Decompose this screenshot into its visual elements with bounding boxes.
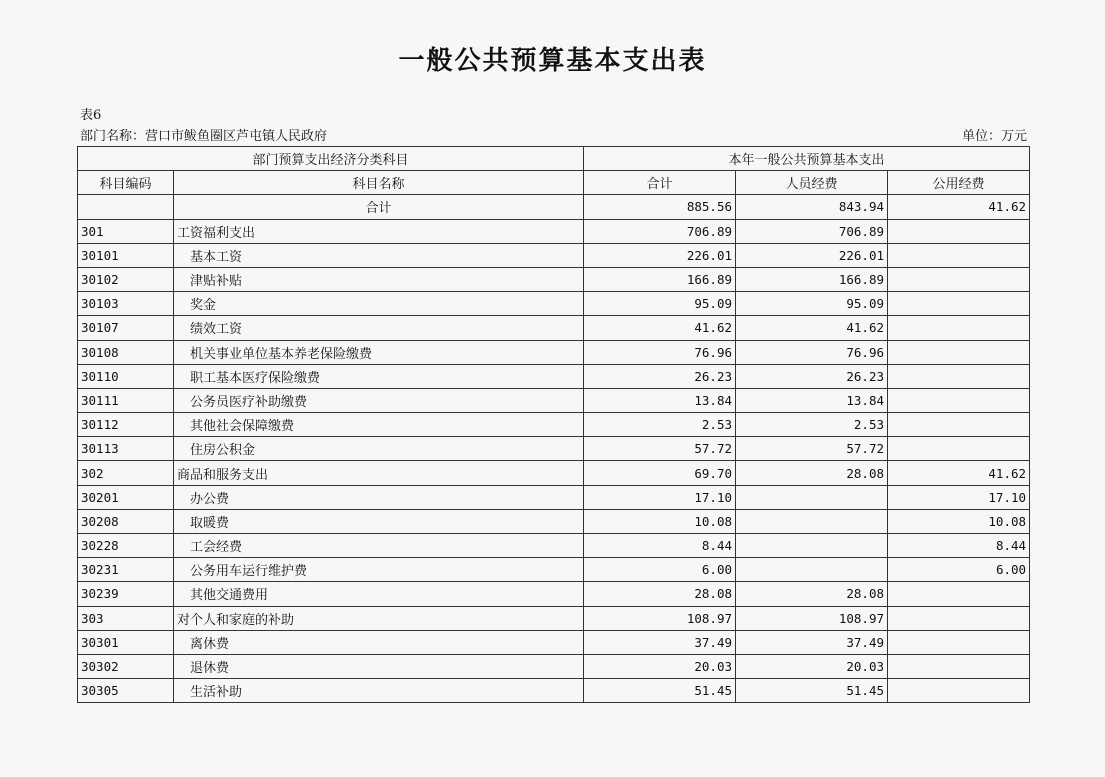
row-staff: 13.84 bbox=[736, 388, 888, 412]
row-public: 6.00 bbox=[888, 558, 1030, 582]
table-row bbox=[78, 679, 1030, 703]
summary-name: 合计 bbox=[174, 195, 584, 219]
row-total: 6.00 bbox=[584, 558, 736, 582]
row-code: 30239 bbox=[78, 582, 174, 606]
summary-row bbox=[78, 195, 1030, 219]
row-staff: 76.96 bbox=[736, 340, 888, 364]
row-code: 30231 bbox=[78, 558, 174, 582]
row-code: 30301 bbox=[78, 630, 174, 654]
row-public bbox=[888, 606, 1030, 630]
row-name: 退休费 bbox=[174, 654, 584, 678]
row-total: 20.03 bbox=[584, 654, 736, 678]
row-staff: 41.62 bbox=[736, 316, 888, 340]
row-staff: 226.01 bbox=[736, 243, 888, 267]
row-public: 8.44 bbox=[888, 534, 1030, 558]
row-staff: 2.53 bbox=[736, 413, 888, 437]
header-staff: 人员经费 bbox=[736, 171, 888, 195]
row-code: 30228 bbox=[78, 534, 174, 558]
row-total: 51.45 bbox=[584, 679, 736, 703]
row-public bbox=[888, 679, 1030, 703]
row-code: 302 bbox=[78, 461, 174, 485]
row-total: 41.62 bbox=[584, 316, 736, 340]
table-row bbox=[78, 654, 1030, 678]
row-name: 津贴补贴 bbox=[174, 267, 584, 291]
row-public bbox=[888, 630, 1030, 654]
summary-public: 41.62 bbox=[888, 195, 1030, 219]
row-total: 28.08 bbox=[584, 582, 736, 606]
row-staff: 20.03 bbox=[736, 654, 888, 678]
row-code: 30103 bbox=[78, 292, 174, 316]
row-total: 8.44 bbox=[584, 534, 736, 558]
table-number: 表6 bbox=[80, 108, 102, 123]
row-public bbox=[888, 243, 1030, 267]
table-row bbox=[78, 316, 1030, 340]
row-name: 工资福利支出 bbox=[174, 219, 584, 243]
header-column-row bbox=[78, 171, 1030, 195]
row-public bbox=[888, 413, 1030, 437]
row-staff bbox=[736, 509, 888, 533]
summary-total: 885.56 bbox=[584, 195, 736, 219]
row-name: 住房公积金 bbox=[174, 437, 584, 461]
row-total: 57.72 bbox=[584, 437, 736, 461]
table-body bbox=[78, 195, 1030, 703]
row-staff bbox=[736, 558, 888, 582]
table-row bbox=[78, 364, 1030, 388]
table-row bbox=[78, 606, 1030, 630]
row-staff: 28.08 bbox=[736, 461, 888, 485]
table-row bbox=[78, 558, 1030, 582]
row-public: 17.10 bbox=[888, 485, 1030, 509]
row-total: 13.84 bbox=[584, 388, 736, 412]
row-staff: 57.72 bbox=[736, 437, 888, 461]
row-staff: 166.89 bbox=[736, 267, 888, 291]
row-code: 30107 bbox=[78, 316, 174, 340]
table-row bbox=[78, 437, 1030, 461]
table-row bbox=[78, 534, 1030, 558]
row-public bbox=[888, 292, 1030, 316]
row-code: 30113 bbox=[78, 437, 174, 461]
row-name: 商品和服务支出 bbox=[174, 461, 584, 485]
row-public bbox=[888, 654, 1030, 678]
row-staff: 95.09 bbox=[736, 292, 888, 316]
summary-staff: 843.94 bbox=[736, 195, 888, 219]
row-name: 职工基本医疗保险缴费 bbox=[174, 364, 584, 388]
row-code: 30112 bbox=[78, 413, 174, 437]
row-code: 30108 bbox=[78, 340, 174, 364]
row-total: 76.96 bbox=[584, 340, 736, 364]
table-row bbox=[78, 630, 1030, 654]
table-row bbox=[78, 388, 1030, 412]
row-name: 奖金 bbox=[174, 292, 584, 316]
row-total: 108.97 bbox=[584, 606, 736, 630]
row-public bbox=[888, 437, 1030, 461]
row-code: 30201 bbox=[78, 485, 174, 509]
row-public bbox=[888, 364, 1030, 388]
row-name: 离休费 bbox=[174, 630, 584, 654]
row-public bbox=[888, 340, 1030, 364]
row-staff: 28.08 bbox=[736, 582, 888, 606]
row-code: 30102 bbox=[78, 267, 174, 291]
table-row bbox=[78, 219, 1030, 243]
header-name: 科目名称 bbox=[174, 171, 584, 195]
row-code: 30110 bbox=[78, 364, 174, 388]
row-code: 30101 bbox=[78, 243, 174, 267]
row-staff bbox=[736, 485, 888, 509]
row-name: 取暖费 bbox=[174, 509, 584, 533]
row-total: 69.70 bbox=[584, 461, 736, 485]
row-name: 办公费 bbox=[174, 485, 584, 509]
summary-code bbox=[78, 195, 174, 219]
header-group-row bbox=[78, 147, 1030, 171]
unit-label: 单位：万元 bbox=[961, 129, 1027, 144]
row-public bbox=[888, 388, 1030, 412]
row-total: 166.89 bbox=[584, 267, 736, 291]
row-code: 303 bbox=[78, 606, 174, 630]
row-code: 30208 bbox=[78, 509, 174, 533]
row-staff: 37.49 bbox=[736, 630, 888, 654]
header-group-classification: 部门预算支出经济分类科目 bbox=[78, 147, 584, 171]
row-staff: 51.45 bbox=[736, 679, 888, 703]
table-row bbox=[78, 340, 1030, 364]
table-row bbox=[78, 582, 1030, 606]
row-code: 30111 bbox=[78, 388, 174, 412]
budget-table bbox=[77, 146, 1030, 703]
row-public: 41.62 bbox=[888, 461, 1030, 485]
row-total: 37.49 bbox=[584, 630, 736, 654]
row-total: 95.09 bbox=[584, 292, 736, 316]
row-staff: 26.23 bbox=[736, 364, 888, 388]
row-public bbox=[888, 267, 1030, 291]
row-staff: 706.89 bbox=[736, 219, 888, 243]
table-row bbox=[78, 461, 1030, 485]
table-row bbox=[78, 243, 1030, 267]
table-row bbox=[78, 485, 1030, 509]
row-staff: 108.97 bbox=[736, 606, 888, 630]
table-row bbox=[78, 413, 1030, 437]
row-name: 机关事业单位基本养老保险缴费 bbox=[174, 340, 584, 364]
row-name: 其他社会保障缴费 bbox=[174, 413, 584, 437]
row-public: 10.08 bbox=[888, 509, 1030, 533]
table-row bbox=[78, 292, 1030, 316]
row-code: 301 bbox=[78, 219, 174, 243]
row-name: 公务用车运行维护费 bbox=[174, 558, 584, 582]
row-public bbox=[888, 219, 1030, 243]
row-public bbox=[888, 582, 1030, 606]
row-name: 公务员医疗补助缴费 bbox=[174, 388, 584, 412]
row-public bbox=[888, 316, 1030, 340]
header-group-expenditure: 本年一般公共预算基本支出 bbox=[584, 147, 1030, 171]
header-public: 公用经费 bbox=[888, 171, 1030, 195]
row-code: 30302 bbox=[78, 654, 174, 678]
row-code: 30305 bbox=[78, 679, 174, 703]
row-name: 生活补助 bbox=[174, 679, 584, 703]
row-total: 10.08 bbox=[584, 509, 736, 533]
row-total: 706.89 bbox=[584, 219, 736, 243]
row-name: 基本工资 bbox=[174, 243, 584, 267]
row-total: 226.01 bbox=[584, 243, 736, 267]
row-name: 对个人和家庭的补助 bbox=[174, 606, 584, 630]
row-total: 2.53 bbox=[584, 413, 736, 437]
header-total: 合计 bbox=[584, 171, 736, 195]
header-code: 科目编码 bbox=[78, 171, 174, 195]
row-staff bbox=[736, 534, 888, 558]
row-total: 26.23 bbox=[584, 364, 736, 388]
row-name: 工会经费 bbox=[174, 534, 584, 558]
table-row bbox=[78, 509, 1030, 533]
page-title: 一般公共预算基本支出表 bbox=[398, 46, 707, 76]
department-name: 部门名称：营口市鲅鱼圈区芦屯镇人民政府 bbox=[80, 129, 328, 144]
table-row bbox=[78, 267, 1030, 291]
row-name: 绩效工资 bbox=[174, 316, 584, 340]
row-total: 17.10 bbox=[584, 485, 736, 509]
row-name: 其他交通费用 bbox=[174, 582, 584, 606]
